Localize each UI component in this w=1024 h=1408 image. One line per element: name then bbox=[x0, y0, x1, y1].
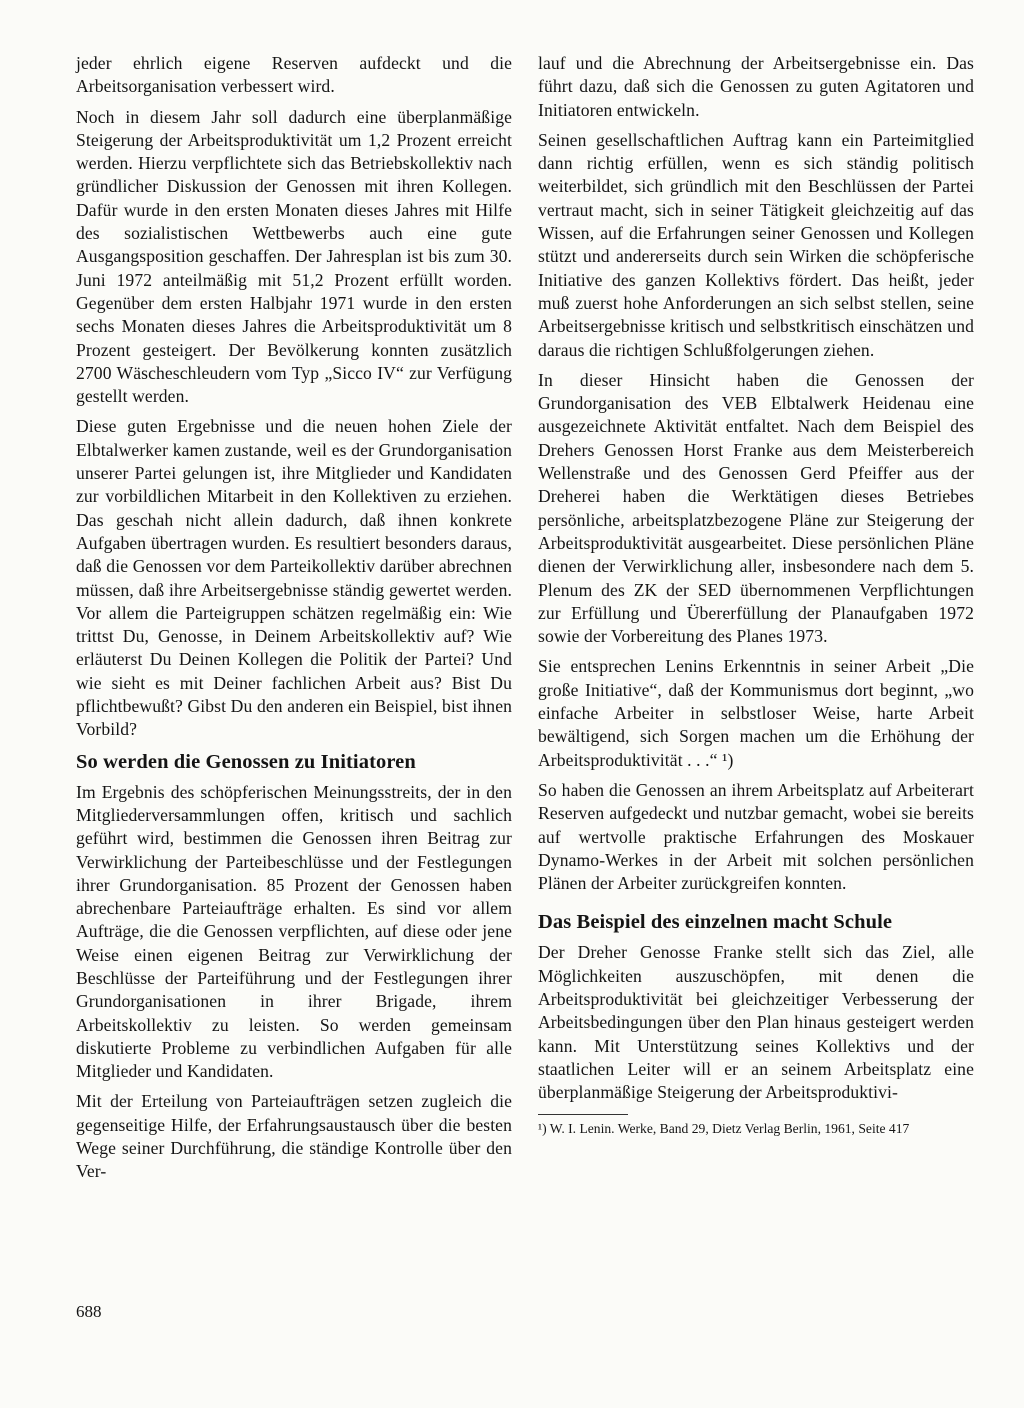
left-paragraph-5: Mit der Erteilung von Parteiaufträgen setzen zugleich die gegenseitige Hilfe, der Erfahrungsaustausch über die besten Wege seiner Durchführung, die ständige Kontrolle über den Ver- bbox=[76, 1091, 512, 1182]
right-paragraph-6: Der Dreher Genosse Franke stellt sich das Ziel, alle Möglichkeiten auszuschöpfen, mit denen die Arbeitsproduktivität bei gleichzeitiger Verbesserung der Arbeitsbedingungen über den Plan hinaus gesteigert werden kann. Mit Unterstützung seines Kollektivs und der staatlichen Leiter will er an seinem Arbeitsplatz eine überplanmäßige Steigerung der Arbeitsproduktivi- bbox=[538, 942, 974, 1103]
left-paragraph-1: jeder ehrlich eigene Reserven aufdeckt und die Arbeitsorganisation verbessert wird. bbox=[76, 53, 512, 97]
right-paragraph-4: Sie entsprechen Lenins Erkenntnis in seiner Arbeit „Die große Initiative“, daß der Kommunismus dort beginnt, „wo einfache Arbeiter in selbstloser Weise, harte Arbeit bewältigend, sich Sorgen machen um die Erhöhung der Arbeitsproduktivität . . .“ ¹) bbox=[538, 656, 974, 770]
footnote: ¹) W. I. Lenin. Werke, Band 29, Dietz Verlag Berlin, 1961, Seite 417 bbox=[538, 1121, 910, 1137]
left-paragraph-4: Im Ergebnis des schöpferischen Meinungsstreits, der in den Mitgliederversammlungen offen, kritisch und sachlich geführt wird, bestimmen die Genossen ihren Beitrag zur Verwirklichung der Parteibeschlüsse und der Festlegungen ihrer Grundorganisation. 85 Prozent der Genossen haben abrechenbare Parteiaufträge erhalten. Es sind vor allem Aufträge, die die Genossen verpflichten, auf diese oder jene Weise einen eigenen Beitrag zur Verwirklichung der Beschlüsse der Parteiführung und der Festlegungen ihrer Grundorganisationen in ihrer Brigade, ihrem Arbeitskollektiv zu leisten. So werden gemeinsam diskutierte Probleme zu verbindlichen Aufgaben für alle Mitglieder und Kandidaten. bbox=[76, 781, 512, 1082]
left-paragraph-2: Noch in diesem Jahr soll dadurch eine überplanmäßige Steigerung der Arbeitsproduktivität um 1,2 Prozent erreicht werden. Hierzu verpflichtete sich das Betriebskollektiv nach gründlicher Diskussion der Genossen mit ihren Kollegen. Dafür wurde in den ersten Monaten dieses Jahres mit Hilfe des sozialistischen Wettbewerbs auch eine gute Ausgangsposition geschaffen. Der Jahresplan ist bis zum 30. Juni 1972 anteilmäßig mit 51,2 Prozent erfüllt worden. Gegenüber dem ersten Halbjahr 1971 wurde in den ersten sechs Monaten dieses Jahres die Arbeitsproduktivität um 8 Prozent gesteigert. Der Bevölkerung konnten zusätzlich 2700 Wäscheschleudern vom Typ „Sicco IV“ zur Verfügung gestellt werden. bbox=[76, 106, 512, 407]
page-number: 688 bbox=[76, 1302, 102, 1321]
right-paragraph-2: Seinen gesellschaftlichen Auftrag kann ein Parteimitglied dann richtig erfüllen, wenn es sich ständig politisch weiterbildet, sich gründlich mit den Beschlüssen der Partei vertraut macht, sich in seiner Tätigkeit gleichzeitig auf das Wissen, auf die Erfahrungen seiner Genossen und Kollegen stützt und andererseits durch sein Wirken die schöpferische Initiative des ganzen Kollektivs fördert. Das heißt, jeder muß zuerst hohe Anforderungen an sich selbst stellen, seine Arbeitsergebnisse kritisch und selbstkritisch einschätzen und daraus die richtigen Schlußfolgerungen ziehen. bbox=[538, 129, 974, 360]
section-heading-beispiel: Das Beispiel des einzelnen macht Schule bbox=[538, 911, 893, 934]
left-column bbox=[76, 52, 512, 1191]
footnote-divider bbox=[538, 1114, 628, 1115]
section-heading-initiatoren: So werden die Genossen zu Initiatoren bbox=[76, 750, 416, 773]
right-paragraph-1: lauf und die Abrechnung der Arbeitsergebnisse ein. Das führt dazu, daß sich die Genossen zu guten Agitatoren und Initiatoren entwickeln. bbox=[538, 53, 974, 120]
right-paragraph-3: In dieser Hinsicht haben die Genossen der Grundorganisation des VEB Elbtalwerk Heidenau eine ausgezeichnete Aktivität entfaltet. Nach dem Beispiel des Drehers Genossen Horst Franke aus dem Meisterbereich Wellenstraße und des Genossen Gerd Pfeiffer aus der Dreherei haben die Werktätigen dieses Betriebes persönliche, arbeitsplatzbezogene Pläne zur Steigerung der Arbeitsproduktivität ausgearbeitet. Diese persönlichen Pläne dienen der Verwirklichung aller, insbesondere nach dem 5. Plenum des ZK der SED übernommenen Verpflichtungen zur Erfüllung und Übererfüllung der Planaufgaben 1972 sowie der Vorbereitung des Planes 1973. bbox=[538, 369, 974, 647]
right-column bbox=[538, 52, 974, 1137]
left-paragraph-3: Diese guten Ergebnisse und die neuen hohen Ziele der Elbtalwerker kamen zustande, weil es der Grundorganisation unserer Partei gelungen ist, ihre Mitglieder und Kandidaten zur vorbildlichen Mitarbeit in den Kollektiven zu erziehen. Das geschah nicht allein dadurch, daß ihnen konkrete Aufgaben übertragen wurden. Es resultiert besonders daraus, daß die Genossen vor dem Parteikollektiv darüber abrechnen müssen, daß ihre Arbeitsergebnisse ständig gewertet werden. Vor allem die Parteigruppen schätzen regelmäßig ein: Wie trittst Du, Genosse, in Deinem Arbeitskollektiv auf? Wie erläuterst Du Deinen Kollegen die Politik der Partei? Und wie sieht es mit Deiner fachlichen Arbeit aus? Bist Du pflichtbewußt? Gibst Du den anderen ein Beispiel, bist ihnen Vorbild? bbox=[76, 416, 512, 740]
right-paragraph-5: So haben die Genossen an ihrem Arbeitsplatz auf Arbeiterart Reserven aufgedeckt und nutzbar gemacht, wobei sie bereits auf wertvolle praktische Erfahrungen des Moskauer Dynamo-Werkes in der Arbeit mit solchen persönlichen Plänen der Arbeiter zurückgreifen konnten. bbox=[538, 779, 974, 894]
